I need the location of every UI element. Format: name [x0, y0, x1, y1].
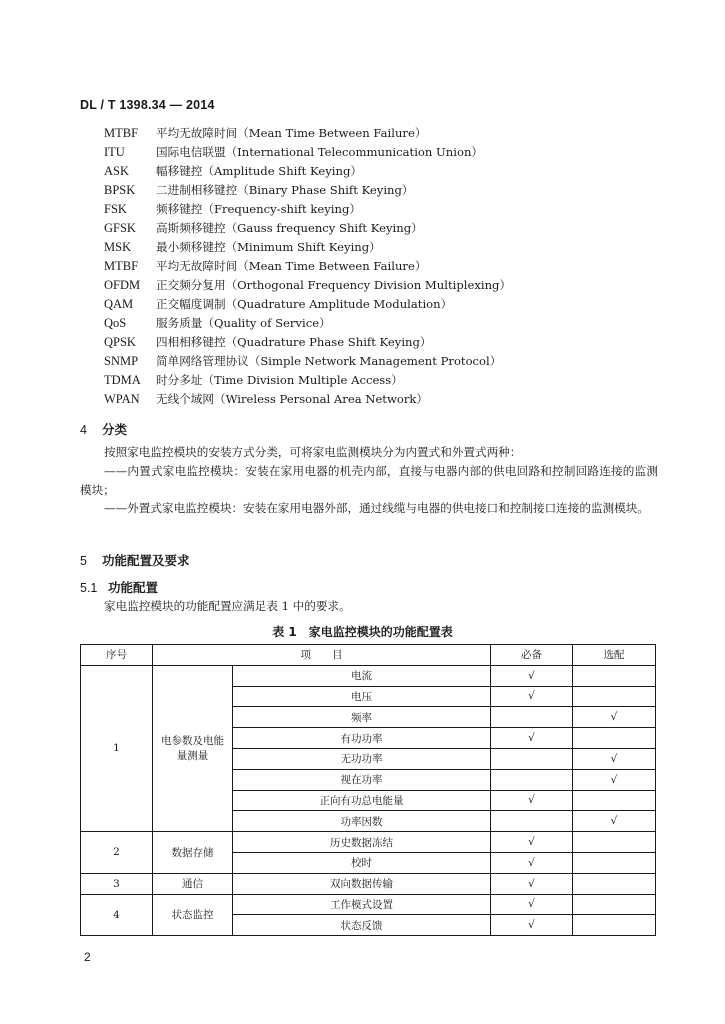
required-check-cell	[491, 811, 573, 832]
abbreviation-row	[104, 200, 511, 219]
item-cell: 功率因数	[233, 811, 491, 832]
abbreviation-description: 平均无故障时间（Mean Time Between Failure）	[156, 126, 427, 140]
abbreviation-row	[104, 371, 511, 390]
item-cell: 历史数据冻结	[233, 832, 491, 853]
table-row	[81, 894, 656, 915]
abbreviation-row	[104, 238, 511, 257]
page-number: 2	[84, 950, 91, 964]
abbreviation-description: 服务质量（Quality of Service）	[156, 316, 331, 330]
section-title: 功能配置	[108, 580, 159, 595]
abbreviation-code: ASK	[104, 164, 130, 178]
item-cell: 校时	[233, 852, 491, 873]
table-caption: 表 1 家电监控模块的功能配置表	[272, 625, 453, 639]
abbreviation-description: 幅移键控（Amplitude Shift Keying）	[156, 164, 362, 178]
seq-cell: 3	[81, 873, 153, 894]
item-cell: 频率	[233, 707, 491, 728]
item-cell: 视在功率	[233, 769, 491, 790]
abbreviation-row	[104, 314, 511, 333]
abbreviation-code: OFDM	[104, 278, 141, 292]
table-header-row	[81, 645, 656, 666]
seq-cell: 1	[81, 665, 153, 831]
category-cell: 通信	[153, 873, 233, 894]
required-check-cell	[491, 769, 573, 790]
section-4-intro: 按照家电监控模块的安装方式分类，可将家电监测模块分为内置式和外置式两种：	[104, 445, 522, 459]
abbreviation-code: ITU	[104, 145, 125, 159]
abbreviation-description: 频移键控（Frequency-shift keying）	[156, 202, 361, 216]
optional-check-cell	[573, 852, 656, 873]
section-number: 4	[80, 423, 87, 437]
required-check-cell: √	[491, 832, 573, 853]
required-check-cell: √	[491, 894, 573, 915]
section-title: 功能配置及要求	[102, 553, 190, 568]
optional-check-cell	[573, 873, 656, 894]
seq-cell: 4	[81, 894, 153, 936]
abbreviation-code: WPAN	[104, 392, 140, 406]
table-row	[81, 832, 656, 853]
header-item: 项 目	[153, 645, 491, 666]
required-check-cell: √	[491, 728, 573, 749]
abbreviation-row	[104, 124, 511, 143]
section-5-1-text: 家电监控模块的功能配置应满足表 1 中的要求。	[104, 599, 351, 613]
required-check-cell: √	[491, 665, 573, 686]
category-cell: 状态监控	[153, 894, 233, 936]
section-5-heading	[80, 551, 190, 569]
abbreviation-description: 二进制相移键控（Binary Phase Shift Keying）	[156, 183, 414, 197]
optional-check-cell	[573, 915, 656, 936]
optional-check-cell: √	[573, 748, 656, 769]
optional-check-cell	[573, 894, 656, 915]
optional-check-cell	[573, 832, 656, 853]
abbreviation-code: BPSK	[104, 183, 136, 197]
optional-check-cell	[573, 728, 656, 749]
required-check-cell: √	[491, 686, 573, 707]
required-check-cell: √	[491, 852, 573, 873]
abbreviation-row	[104, 162, 511, 181]
table-row	[81, 665, 656, 686]
abbreviation-description: 四相相移键控（Quadrature Phase Shift Keying）	[156, 335, 432, 349]
required-check-cell: √	[491, 790, 573, 811]
category-cell: 电参数及电能量测量	[153, 665, 233, 831]
item-cell: 电压	[233, 686, 491, 707]
abbreviation-description: 无线个域网（Wireless Personal Area Network）	[156, 392, 429, 406]
abbreviation-code: MTBF	[104, 259, 139, 273]
abbreviation-code: FSK	[104, 202, 127, 216]
header-optional: 选配	[573, 645, 656, 666]
abbreviation-code: QAM	[104, 297, 134, 311]
item-cell: 正向有功总电能量	[233, 790, 491, 811]
item-cell: 双向数据传输	[233, 873, 491, 894]
optional-check-cell	[573, 686, 656, 707]
optional-check-cell: √	[573, 769, 656, 790]
abbreviation-row	[104, 276, 511, 295]
function-config-table	[80, 644, 656, 936]
header-required: 必备	[491, 645, 573, 666]
required-check-cell: √	[491, 915, 573, 936]
abbreviation-code: MSK	[104, 240, 132, 254]
required-check-cell	[491, 748, 573, 769]
abbreviation-list	[104, 124, 511, 409]
header-seq: 序号	[81, 645, 153, 666]
document-code-header: DL / T 1398.34 — 2014	[80, 98, 215, 112]
section-5-1-heading	[80, 578, 158, 596]
optional-check-cell: √	[573, 707, 656, 728]
abbreviation-description: 最小频移键控（Minimum Shift Keying）	[156, 240, 381, 254]
optional-check-cell	[573, 665, 656, 686]
item-cell: 无功功率	[233, 748, 491, 769]
table-row	[81, 873, 656, 894]
seq-cell: 2	[81, 832, 153, 874]
abbreviation-description: 时分多址（Time Division Multiple Access）	[156, 373, 403, 387]
section-number: 5.1	[80, 581, 98, 595]
item-cell: 工作模式设置	[233, 894, 491, 915]
abbreviation-code: QoS	[104, 316, 127, 330]
required-check-cell: √	[491, 873, 573, 894]
item-cell: 电流	[233, 665, 491, 686]
abbreviation-description: 国际电信联盟（International Telecommunication Union）	[156, 145, 484, 159]
optional-check-cell	[573, 790, 656, 811]
section-title: 分类	[102, 422, 128, 437]
abbreviation-code: SNMP	[104, 354, 139, 368]
abbreviation-row	[104, 390, 511, 409]
abbreviation-code: TDMA	[104, 373, 141, 387]
optional-check-cell: √	[573, 811, 656, 832]
item-cell: 状态反馈	[233, 915, 491, 936]
abbreviation-row	[104, 143, 511, 162]
abbreviation-row	[104, 219, 511, 238]
abbreviation-description: 正交频分复用（Orthogonal Frequency Division Multiplexing）	[156, 278, 512, 292]
item-cell: 有功功率	[233, 728, 491, 749]
abbreviation-row	[104, 295, 511, 314]
abbreviation-code: QPSK	[104, 335, 136, 349]
abbreviation-description: 平均无故障时间（Mean Time Between Failure）	[156, 259, 427, 273]
required-check-cell	[491, 707, 573, 728]
category-cell: 数据存储	[153, 832, 233, 874]
section-number: 5	[80, 554, 87, 568]
abbreviation-description: 高斯频移键控（Gauss frequency Shift Keying）	[156, 221, 423, 235]
abbreviation-code: GFSK	[104, 221, 136, 235]
abbreviation-code: MTBF	[104, 126, 139, 140]
abbreviation-row	[104, 257, 511, 276]
abbreviation-row	[104, 181, 511, 200]
abbreviation-row	[104, 352, 511, 371]
section-4-item-builtin: ——内置式家电监控模块：安装在家用电器的机壳内部，直接与电器内部的供电回路和控制回路连接的监测模块；	[80, 464, 658, 497]
abbreviation-row	[104, 333, 511, 352]
abbreviation-description: 正交幅度调制（Quadrature Amplitude Modulation）	[156, 297, 453, 311]
section-4-heading	[80, 420, 127, 438]
section-4-item-external: ——外置式家电监控模块：安装在家用电器外部，通过线缆与电器的供电接口和控制接口连接的监测模块。	[104, 501, 649, 515]
abbreviation-description: 简单网络管理协议（Simple Network Management Protocol）	[156, 354, 502, 368]
